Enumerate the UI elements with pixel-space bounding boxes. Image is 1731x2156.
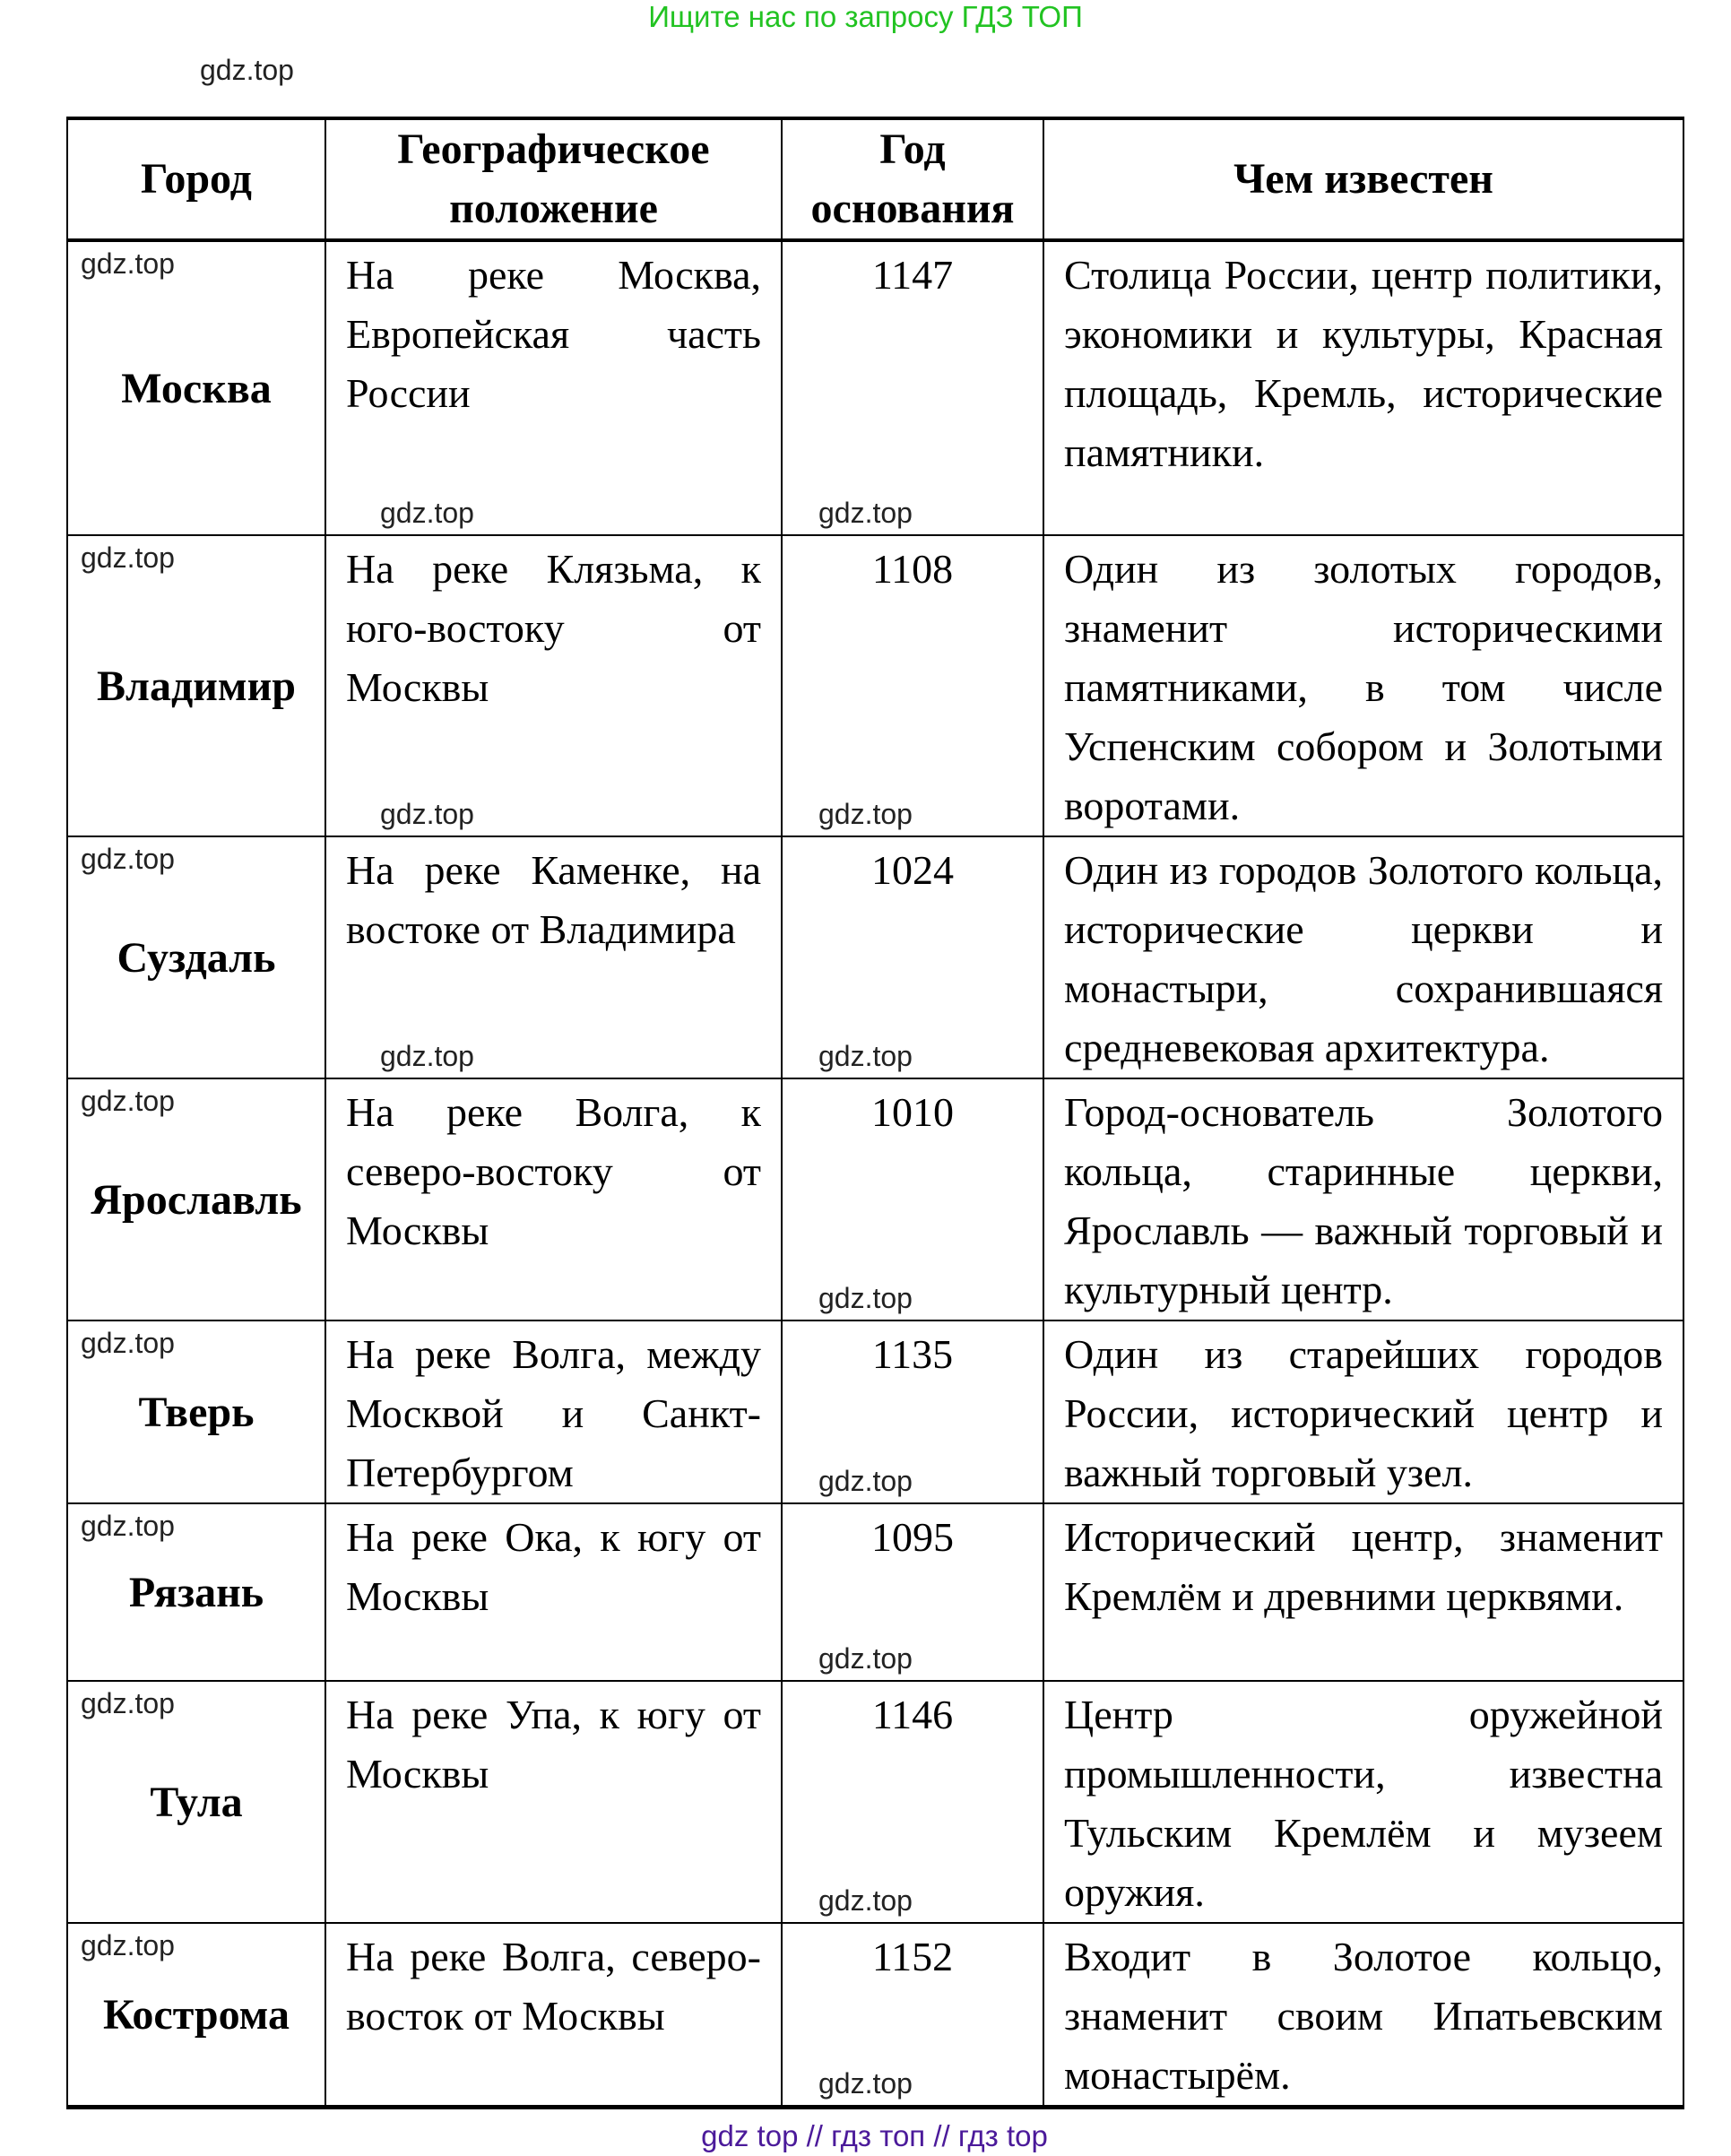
city-cell <box>67 1681 325 1923</box>
content <box>66 117 1683 2156</box>
location-cell <box>325 240 782 535</box>
city-cell-text: Владимир <box>97 662 296 710</box>
watermark: gdz.top <box>81 1510 175 1542</box>
city-cell <box>67 1320 325 1503</box>
watermark: gdz.top <box>81 1085 175 1117</box>
year-cell <box>782 1320 1043 1503</box>
known-for-cell-text: Входит в Золотое кольцо, знаменит своим Ипатьевским монастырём. <box>1064 1934 1663 2098</box>
known-for-cell <box>1043 1923 1683 2108</box>
year-cell-text: 1010 <box>871 1089 954 1135</box>
known-for-cell-text: Столица России, центр политики, экономики и культуры, Красная площадь, Кремль, исторические памятники. <box>1064 252 1663 475</box>
city-cell <box>67 535 325 836</box>
watermark: gdz.top <box>380 1040 474 1072</box>
location-cell <box>325 1320 782 1503</box>
city-cell-text: Тверь <box>138 1388 255 1436</box>
known-for-cell-text: Центр оружейной промышленности, известна Тульским Кремлём и музеем оружия. <box>1064 1692 1663 1915</box>
known-for-cell <box>1043 1320 1683 1503</box>
location-cell-text: На реке Волга, к северо-востоку от Москвы <box>346 1089 761 1253</box>
known-for-cell <box>1043 240 1683 535</box>
known-for-cell-text: Один из городов Золотого кольца, исторические церкви и монастыри, сохранившаяся средневековая архитектура. <box>1064 847 1663 1070</box>
table-row <box>67 1320 1683 1503</box>
table-row <box>67 535 1683 836</box>
year-cell <box>782 1078 1043 1320</box>
city-cell <box>67 1078 325 1320</box>
year-cell-text: 1147 <box>871 252 954 298</box>
location-cell <box>325 1503 782 1681</box>
known-for-cell-text: Город-основатель Золотого кольца, старинные церкви, Ярославль — важный торговый и культурный центр. <box>1064 1089 1663 1312</box>
table-row <box>67 1923 1683 2108</box>
watermark: gdz.top <box>81 1687 175 1719</box>
year-cell <box>782 1503 1043 1681</box>
location-cell-text: На реке Ока, к югу от Москвы <box>346 1514 761 1619</box>
table-row <box>67 836 1683 1078</box>
top-banner: Ищите нас по запросу ГДЗ ТОП <box>648 0 1083 33</box>
known-for-cell <box>1043 836 1683 1078</box>
watermark: gdz.top <box>380 497 474 529</box>
watermark: gdz.top <box>818 497 913 529</box>
watermark: gdz.top <box>818 798 913 830</box>
known-for-cell <box>1043 1078 1683 1320</box>
year-cell-text: 1024 <box>871 847 954 893</box>
watermark: gdz.top <box>818 1465 913 1497</box>
watermark: gdz.top <box>818 2067 913 2100</box>
known-for-cell-text: Один из золотых городов, знаменит историческими памятниками, в том числе Успенским собором и Золотыми воротами. <box>1064 546 1663 828</box>
table-row <box>67 1503 1683 1681</box>
year-cell-text: 1146 <box>871 1692 954 1737</box>
watermark: gdz.top <box>380 798 474 830</box>
year-cell-text: 1108 <box>871 546 954 592</box>
city-cell <box>67 240 325 535</box>
known-for-cell <box>1043 535 1683 836</box>
location-cell-text: На реке Клязьма, к юго-востоку от Москвы <box>346 546 761 710</box>
location-cell-text: На реке Упа, к югу от Москвы <box>346 1692 761 1797</box>
year-cell-text: 1095 <box>871 1514 954 1560</box>
city-cell <box>67 836 325 1078</box>
watermark: gdz.top <box>818 1642 913 1675</box>
city-cell <box>67 1923 325 2108</box>
known-for-cell <box>1043 1681 1683 1923</box>
city-cell-text: Тула <box>150 1778 243 1826</box>
year-cell-text: 1152 <box>871 1934 954 1979</box>
location-cell-text: На реке Каменке, на востоке от Владимира <box>346 847 761 952</box>
header-location: Географическое положение <box>325 118 782 240</box>
header-year: Год основания <box>782 118 1043 240</box>
table-row <box>67 240 1683 535</box>
watermark: gdz.top <box>818 1040 913 1072</box>
location-cell <box>325 1923 782 2108</box>
year-cell <box>782 836 1043 1078</box>
watermark: gdz.top <box>81 1327 175 1359</box>
location-cell <box>325 1681 782 1923</box>
watermark: gdz.top <box>81 247 175 280</box>
watermark: gdz.top <box>200 54 294 86</box>
known-for-cell-text: Один из старейших городов России, исторический центр и важный торговый узел. <box>1064 1331 1663 1495</box>
watermark: gdz.top <box>81 1929 175 1961</box>
city-cell-text: Ярославль <box>91 1175 302 1224</box>
known-for-cell <box>1043 1503 1683 1681</box>
year-cell <box>782 535 1043 836</box>
location-cell <box>325 836 782 1078</box>
watermark: gdz.top <box>81 541 175 574</box>
watermark: gdz.top <box>818 1282 913 1314</box>
watermark: gdz.top <box>81 843 175 875</box>
location-cell <box>325 1078 782 1320</box>
city-cell-text: Суздаль <box>117 933 276 982</box>
city-cell-text: Рязань <box>128 1568 264 1616</box>
city-cell-text: Кострома <box>102 1990 290 2039</box>
location-cell-text: На реке Волга, между Москвой и Санкт-Петербургом <box>346 1331 761 1495</box>
watermark: gdz.top <box>818 1884 913 1917</box>
year-cell <box>782 1923 1043 2108</box>
year-cell-text: 1135 <box>871 1331 954 1377</box>
year-cell <box>782 1681 1043 1923</box>
city-cell <box>67 1503 325 1681</box>
header-city: Город <box>67 118 325 240</box>
table-row <box>67 1078 1683 1320</box>
location-cell-text: На реке Москва, Европейская часть России <box>346 252 761 416</box>
table-row <box>67 1681 1683 1923</box>
header-known-for: Чем известен <box>1043 118 1683 240</box>
location-cell <box>325 535 782 836</box>
known-for-cell-text: Исторический центр, знаменит Кремлём и древними церквями. <box>1064 1514 1663 1619</box>
year-cell <box>782 240 1043 535</box>
location-cell-text: На реке Волга, северо-восток от Москвы <box>346 1934 761 2039</box>
city-cell-text: Москва <box>121 364 272 412</box>
bottom-banner: gdz top // гдз топ // гдз top <box>701 2119 1048 2152</box>
cities-table <box>66 117 1684 2109</box>
